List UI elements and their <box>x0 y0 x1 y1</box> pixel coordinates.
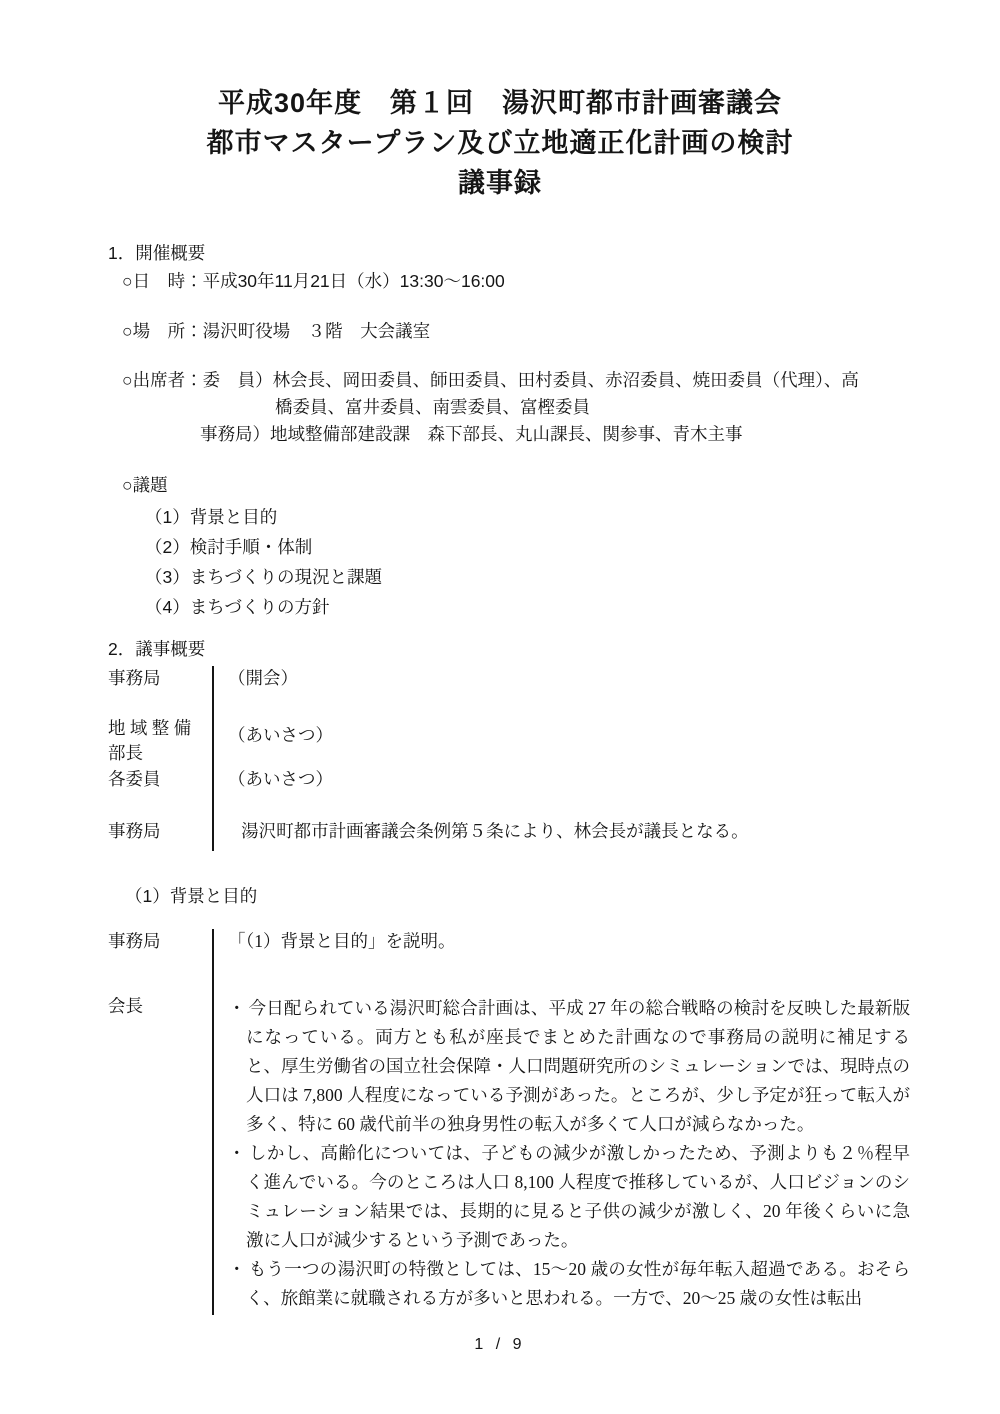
speaker-cell: 会長 <box>108 996 143 1016</box>
topic-heading: （1）背景と目的 <box>125 886 258 906</box>
bullet-text: もう一つの湯沢町の特徴としては、15～20 歳の女性が毎年転入超過である。おそらく、旅館業に就職される方が多いと思われる。一方で、20～25 歳の女性は転出 <box>246 1259 911 1308</box>
minutes-table-topic1 <box>108 929 910 1315</box>
minutes-heading: 2．議事概要 <box>108 639 206 659</box>
title-line-2: 都市マスタープラン及び立地適正化計画の検討 <box>206 128 794 158</box>
page-number: 1 / 9 <box>474 1336 526 1353</box>
agenda-label: ○議題 <box>122 475 168 495</box>
speaker-cell: 各委員 <box>108 769 161 789</box>
overview-heading: 1．開催概要 <box>108 243 206 263</box>
speaker-line-1: 地 域 整 備 <box>108 718 192 738</box>
agenda-item-1: （1）背景と目的 <box>145 507 278 527</box>
document-title <box>0 0 1000 203</box>
content-cell: 「（1）背景と目的」を説明。 <box>228 931 456 951</box>
content-cell <box>212 994 910 1313</box>
agenda-item-3: （3）まちづくりの現況と課題 <box>145 567 383 587</box>
bullet-marker: ・ <box>228 998 246 1018</box>
minutes-table-opening <box>108 666 910 851</box>
content-cell: （開会） <box>228 668 298 688</box>
bullet-item-3 <box>228 1255 910 1313</box>
bullet-text: 今日配られている湯沢町総合計画は、平成 27 年の総合戦略の検討を反映した最新版になっている。両方とも私が座長でまとめた計画なので事務局の説明に補足すると、厚生労働省の国立社会保障・人口問題研究所のシミュレーションでは、現時点の人口は 7,800 人程度になっている予測があった。ところが、少し予定が狂って転入が多く、特に 60 歳代前半の独身男性の転入が多くて人口が減らなかった。 <box>246 998 910 1134</box>
table-row <box>108 716 910 766</box>
attendees-line-1: ○出席者：委 員）林会長、岡田委員、師田委員、田村委員、赤沼委員、焼田委員（代理）、高 <box>122 370 859 390</box>
speaker-cell: 事務局 <box>108 668 161 688</box>
table-divider <box>212 666 214 851</box>
bullet-text: しかし、高齢化については、子どもの減少が激しかったため、予測よりも２％程早く進んでいる。今のところは人口 8,100 人程度で推移しているが、人口ビジョンのシミュレーション結果では、長期的に見ると子供の減少が激しく、20 年後くらいに急激に人口が減少するという予測であった。 <box>246 1143 911 1250</box>
table-row <box>108 994 910 1313</box>
speaker-cell <box>108 716 212 766</box>
agenda-item-4: （4）まちづくりの方針 <box>145 597 330 617</box>
bullet-item-2 <box>228 1139 910 1255</box>
meeting-place: ○場 所：湯沢町役場 ３階 大会議室 <box>122 321 431 341</box>
speaker-cell: 事務局 <box>108 931 161 951</box>
content-cell: 湯沢町都市計画審議会条例第５条により、林会長が議長となる。 <box>241 821 749 841</box>
speaker-cell: 事務局 <box>108 821 161 841</box>
bullet-marker: ・ <box>228 1143 246 1163</box>
bullet-item-1 <box>228 994 910 1139</box>
bullet-marker: ・ <box>228 1259 246 1279</box>
table-row <box>108 666 910 690</box>
speaker-line-2: 部長 <box>108 743 143 763</box>
attendees-line-2: 橋委員、富井委員、南雲委員、富樫委員 <box>275 397 590 417</box>
table-row <box>108 929 910 953</box>
attendees-line-3: 事務局）地域整備部建設課 森下部長、丸山課長、関参事、青木主事 <box>200 424 743 444</box>
title-line-3: 議事録 <box>458 168 542 198</box>
agenda-item-2: （2）検討手順・体制 <box>145 537 313 557</box>
table-divider <box>212 929 214 1315</box>
content-cell: （あいさつ） <box>228 725 333 745</box>
table-row <box>108 819 910 843</box>
content-cell: （あいさつ） <box>228 769 333 789</box>
meeting-datetime: ○日 時：平成30年11月21日（水）13:30～16:00 <box>122 271 505 291</box>
title-line-1: 平成30年度 第１回 湯沢町都市計画審議会 <box>217 88 783 118</box>
table-row <box>108 767 910 791</box>
